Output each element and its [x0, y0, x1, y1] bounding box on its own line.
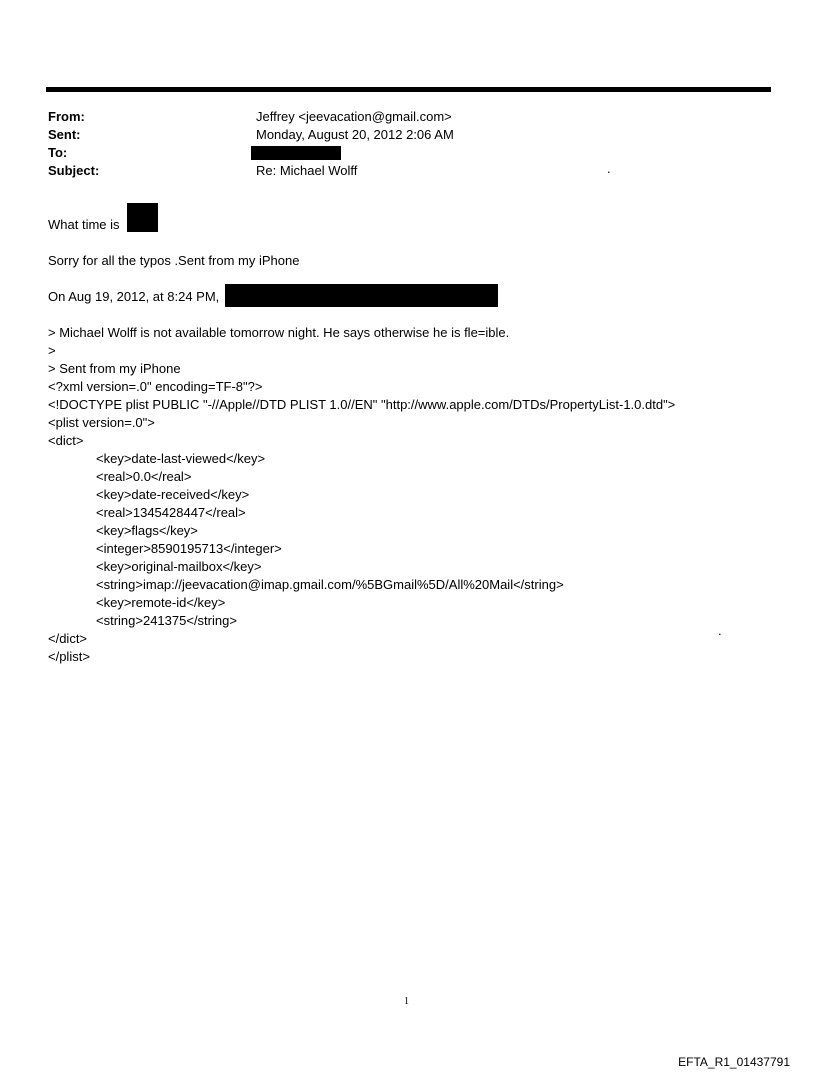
- sent-label: Sent:: [48, 127, 81, 142]
- sender-redaction: [225, 284, 498, 307]
- from-value: Jeffrey <jeevacation@gmail.com>: [256, 109, 452, 124]
- subject-value: Re: Michael Wolff: [256, 163, 358, 178]
- to-label: To:: [48, 145, 68, 160]
- xml-indented-line: <string>imap://jeevacation@imap.gmail.com/%5BGmail%5D/All%20Mail</string>: [96, 577, 564, 592]
- xml-indented-line: <key>flags</key>: [96, 523, 198, 538]
- body-line-what-time: What time is: [48, 217, 120, 232]
- page-number: 1: [404, 996, 409, 1007]
- body-line-on-date: On Aug 19, 2012, at 8:24 PM,: [48, 289, 220, 304]
- sent-value: Monday, August 20, 2012 2:06 AM: [256, 127, 454, 142]
- header-rule: [46, 87, 771, 92]
- stray-dot: .: [607, 161, 611, 176]
- xml-indented-line: <key>date-last-viewed</key>: [96, 451, 266, 466]
- from-label: From:: [48, 109, 85, 124]
- body-line-typos: Sorry for all the typos .Sent from my iPhone: [48, 253, 300, 268]
- xml-indented-line: <key>remote-id</key>: [96, 595, 226, 610]
- quoted-line: > Sent from my iPhone: [48, 361, 181, 376]
- xml-indented-line: <string>241375</string>: [96, 613, 237, 628]
- xml-line: </dict>: [48, 631, 88, 646]
- subject-label: Subject:: [48, 163, 100, 178]
- xml-line: <?xml version=.0" encoding=TF-8"?>: [48, 379, 263, 394]
- document-id: EFTA_R1_01437791: [678, 1055, 790, 1069]
- xml-line: <plist version=.0">: [48, 415, 155, 430]
- xml-line: <!DOCTYPE plist PUBLIC "-//Apple//DTD PLIST 1.0//EN" "http://www.apple.com/DTDs/PropertyList-1.0.dtd">: [48, 397, 676, 412]
- xml-indented-line: <integer>8590195713</integer>: [96, 541, 282, 556]
- xml-indented-line: <key>original-mailbox</key>: [96, 559, 262, 574]
- xml-indented-line: <real>0.0</real>: [96, 469, 192, 484]
- quoted-line: > Michael Wolff is not available tomorrow night. He says otherwise he is fle=ible.: [48, 325, 510, 340]
- xml-line: </plist>: [48, 649, 90, 664]
- stray-dot: .: [718, 623, 722, 638]
- to-redaction: [251, 146, 341, 160]
- xml-indented-line: <key>date-received</key>: [96, 487, 250, 502]
- time-redaction: [127, 203, 158, 232]
- xml-line: <dict>: [48, 433, 84, 448]
- xml-indented-line: <real>1345428447</real>: [96, 505, 246, 520]
- quoted-line: >: [48, 343, 56, 358]
